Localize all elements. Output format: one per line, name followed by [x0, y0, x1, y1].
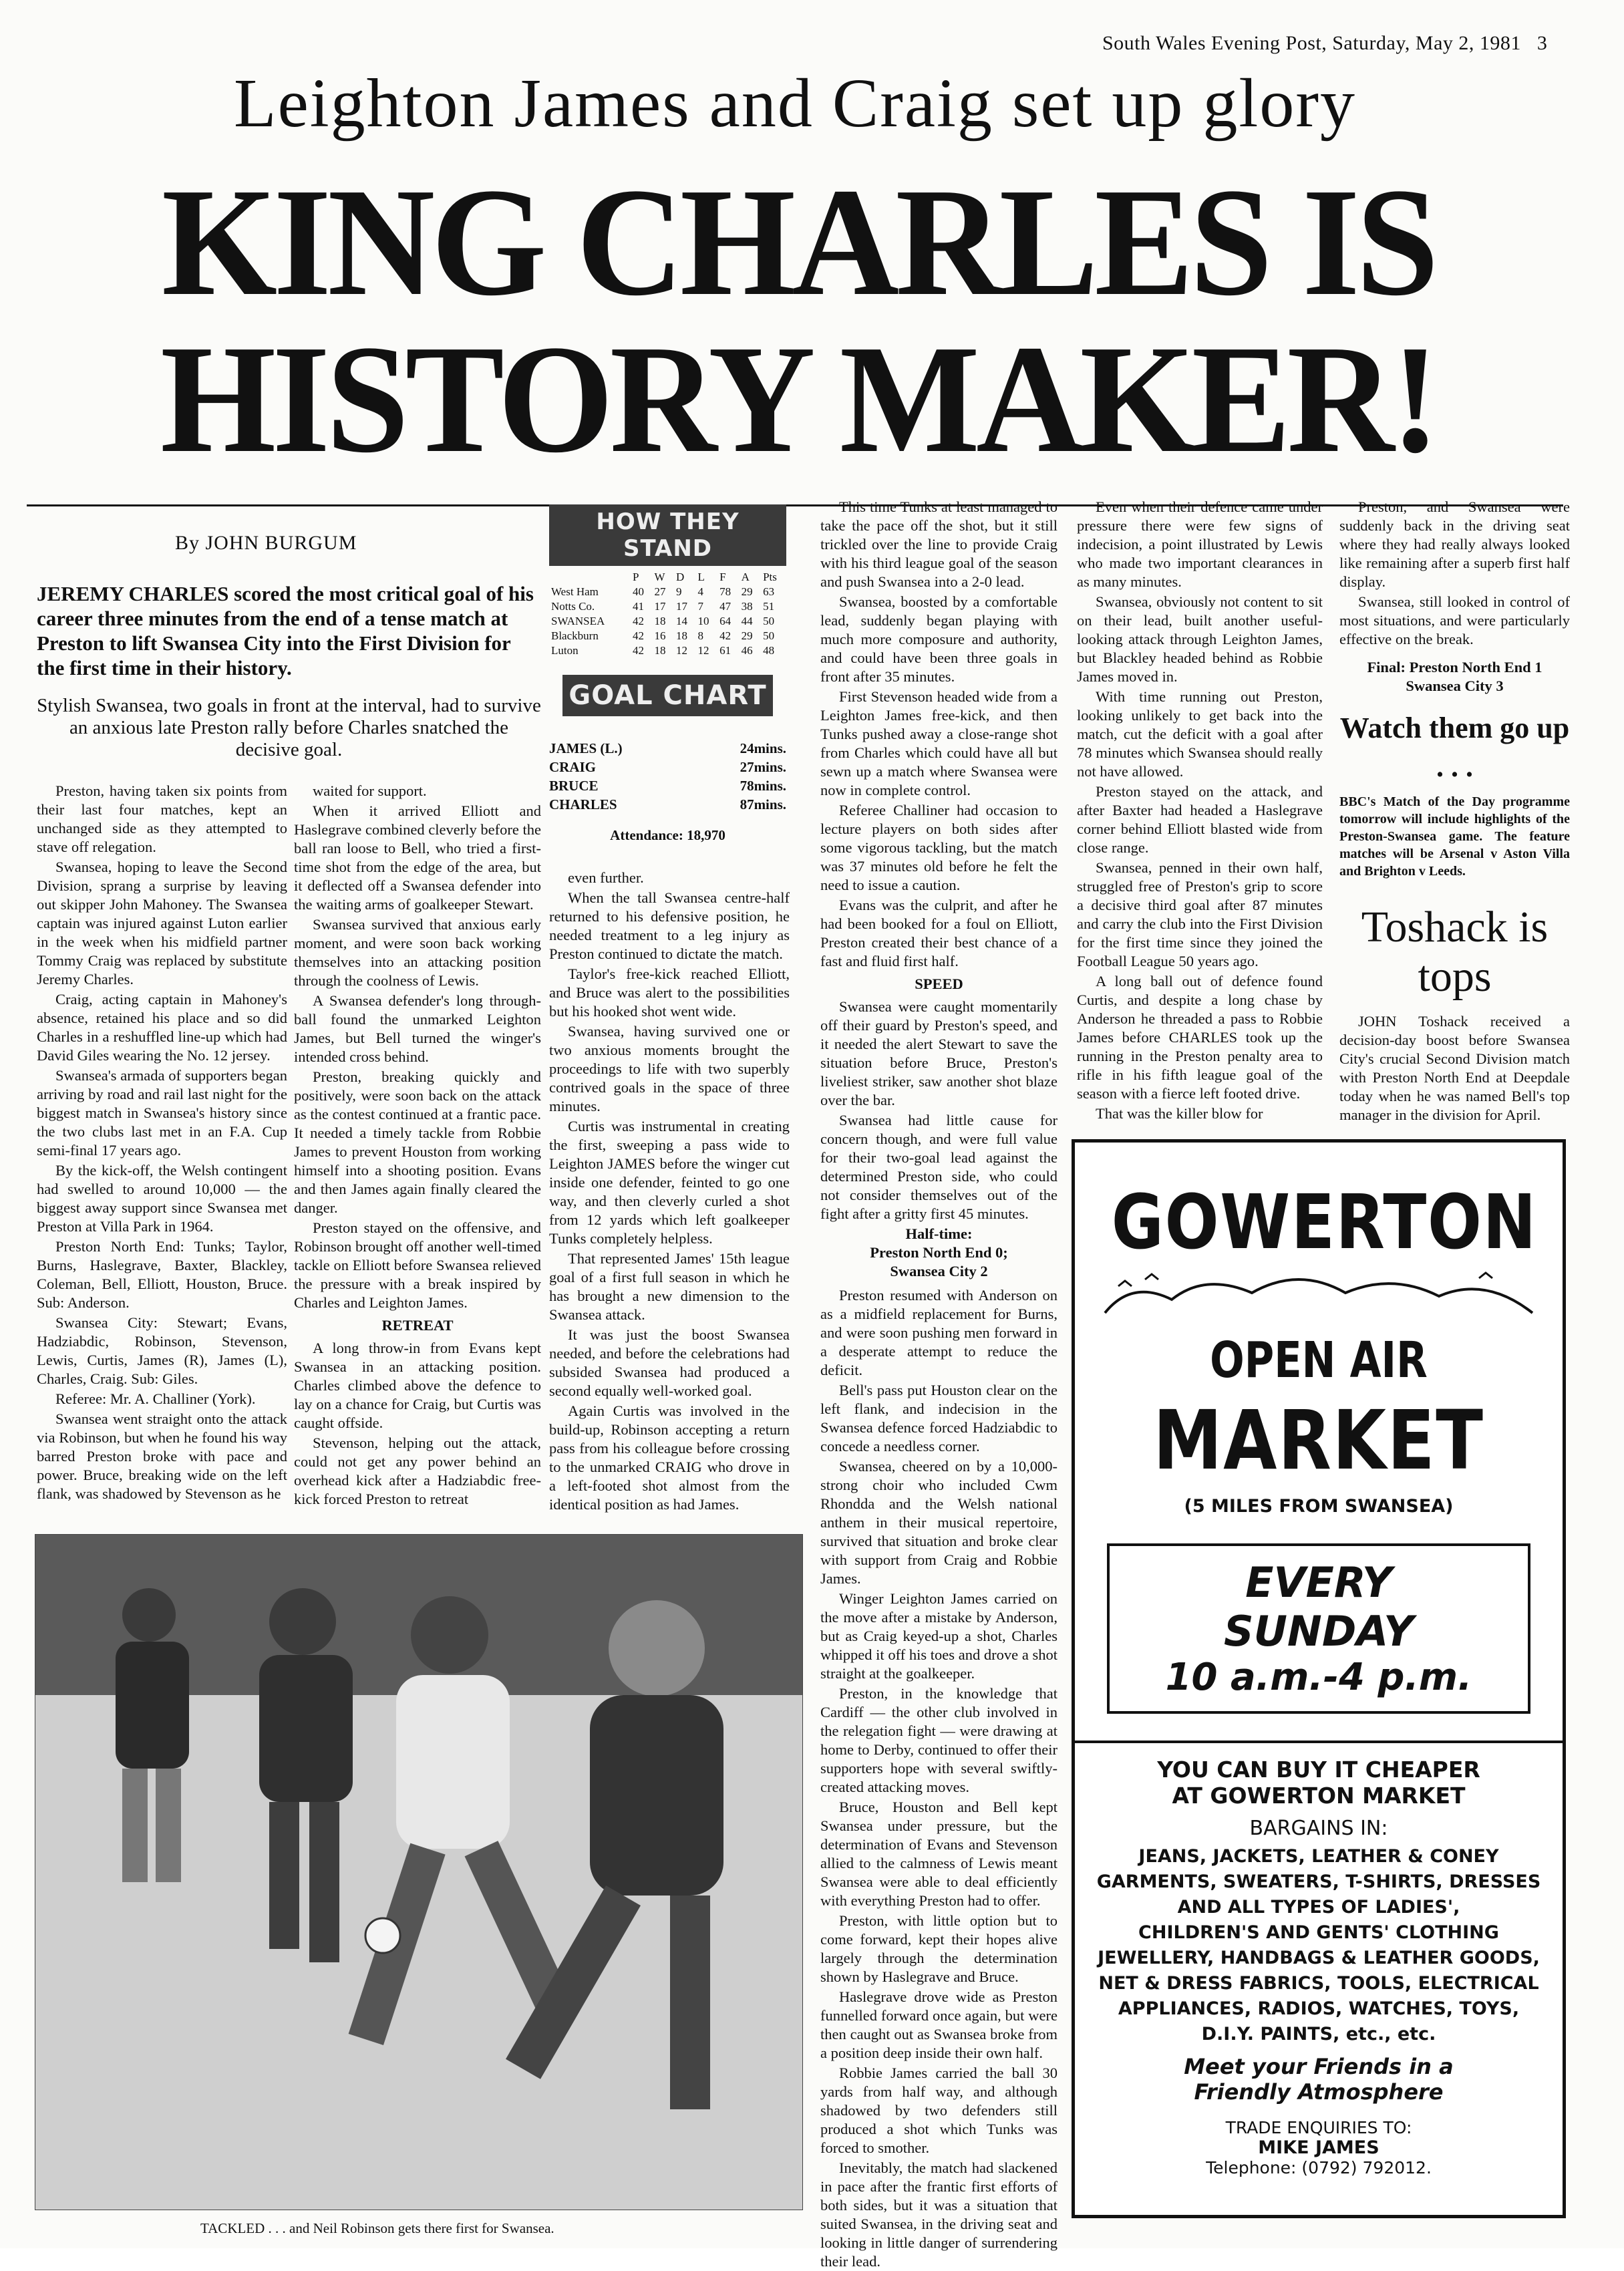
ad-bargains-section [1075, 1740, 1563, 2177]
table-header: D [676, 571, 685, 583]
halftime-score-2: Swansea City 2 [890, 1263, 988, 1279]
table-cell: 17 [676, 600, 688, 613]
goal-row [549, 776, 786, 795]
table-header: L [697, 571, 705, 583]
kicker-headline: Leighton James and Craig set up glory [234, 65, 1356, 142]
table-cell: 40 [633, 585, 644, 598]
table-cell: 64 [719, 615, 732, 627]
football [365, 1918, 400, 1953]
ad-market: MARKET [1153, 1393, 1484, 1488]
table-cell: 9 [676, 585, 682, 598]
toshack-heading: Toshack is tops [1361, 903, 1549, 1001]
table-cell: 61 [719, 644, 732, 657]
table-cell: 63 [763, 585, 775, 598]
paragraph: Swansea were caught momentarily off their guard by Preston's speed, and it needed the alert Stewart to save the situation before Bruce, Preston's liveliest striker, saw another shot blaze over the bar. [820, 998, 1058, 1108]
table-cell: Notts Co. [551, 600, 595, 613]
ad-item: AND ALL TYPES OF LADIES', [1177, 1897, 1460, 1918]
paragraph: Bruce, Houston and Bell kept Swansea under pressure, but the determination of Evans and Stevenson allied to the calmness of Lewis meant Swansea were able to deal efficiently with everything Preston had to offer. [820, 1799, 1058, 1909]
table-cell: 12 [697, 644, 709, 657]
table-row [549, 629, 786, 643]
final-score-2: Swansea City 3 [1406, 677, 1504, 694]
ad-cheaper-2: AT GOWERTON MARKET [1172, 1783, 1466, 1809]
article-column-3 [549, 869, 790, 1530]
paragraph: Inevitably, the match had slackened in pace after the frantic first efforts of both sides, but it was a situation that suited Swansea, in the driving seat and looking in little danger of surrendering their lead. [820, 2159, 1058, 2270]
table-cell: 51 [763, 600, 775, 613]
ad-every: EVERY [1245, 1558, 1392, 1607]
scorer: CHARLES [549, 796, 617, 812]
ad-friends-1: Meet your Friends in a [1184, 2054, 1454, 2079]
table-header [549, 570, 631, 585]
table-cell: West Ham [551, 585, 599, 598]
goal-chart-title: GOAL CHART [562, 675, 773, 716]
paragraph: Swansea, boosted by a comfortable lead, suddenly began playing with much more composure and authority, and could have been three goals in front after 35 minutes. [820, 593, 1058, 685]
article-column-5 [1077, 498, 1323, 1126]
table-header: F [719, 571, 726, 583]
referee: Referee: Mr. A. Challiner (York). [55, 1390, 256, 1407]
paragraph: That represented James' 15th league goal of a first full season in which he has brought a new dimension to the Swansea attack. [549, 1250, 790, 1323]
main-headline [57, 156, 1539, 485]
table-cell: 10 [697, 615, 709, 627]
table-header-row [549, 570, 786, 585]
paragraph: waited for support. [313, 782, 427, 799]
ad-item: GARMENTS, SWEATERS, T-SHIRTS, DRESSES [1096, 1871, 1541, 1892]
table-row [549, 643, 786, 658]
bird-icon [1118, 1281, 1132, 1286]
paragraph: A Swansea defender's long through-ball found the unmarked Leighton James, but Bell turned the winger's intended cross behind. [294, 992, 541, 1065]
table-cell: 29 [741, 629, 753, 642]
paragraph: Preston, having taken six points from their last four matches, kept an unchanged side as they attempted to stave off relegation. [37, 782, 287, 855]
paragraph: Swansea had little cause for concern though, and were full value for their two-goal lead against the determined Preston side, who could not consider themselves out of the fight after a gritty first 45 minutes. [820, 1112, 1058, 1222]
ad-item-list [1075, 1844, 1563, 2047]
photo-caption: TACKLED . . . and Neil Robinson gets there first for Swansea. [200, 2220, 554, 2236]
table-cell: Luton [551, 644, 579, 657]
table-cell: 4 [697, 585, 704, 598]
paragraph: Swansea, cheered on by a 10,000-strong choir who included Cwm Rhondda and the Welsh national anthem in their musical repertoire, survived that situation and broke clear with support from Craig and Robbie James. [820, 1458, 1058, 1587]
paragraph: It was just the boost Swansea needed, and before the celebrations had subsided Swansea had produced a second equally well-worked goal. [549, 1326, 790, 1399]
paragraph: Preston, breaking quickly and positively, were soon back on the attack as the contest continued at a frantic pace. It needed a timely tackle from Robbie James to prevent Houston from working himself into a shooting position. Evans and then James again finally cleared the danger. [294, 1068, 541, 1216]
goal-chart-box [549, 675, 786, 845]
paragraph: even further. [568, 869, 644, 886]
paragraph: Swansea, still looked in control of most situations, and were particularly effective on the break. [1339, 593, 1570, 647]
paragraph: Curtis was instrumental in creating the first, sweeping a pass wide to Leighton JAMES before the winger cut inside one defender, feinted to go one way, and then cleverly curled a shot from 12 yards which left goalkeeper Tunks completely helpless. [549, 1118, 790, 1247]
masthead [1102, 32, 1547, 55]
table-cell: 38 [741, 600, 753, 613]
ad-distance: (5 MILES FROM SWANSEA) [1184, 1496, 1454, 1517]
scorer: CRAIG [549, 759, 597, 775]
cloud-decoration [1078, 1266, 1559, 1326]
table-cell: Blackburn [551, 629, 599, 642]
paragraph: Swansea, obviously not content to sit on their lead, built another useful-looking attack through Leighton James, but Blackley headed behind as Robbie James moved in. [1077, 593, 1323, 685]
table-cell: 7 [697, 600, 704, 613]
attendance: Attendance: 18,970 [610, 827, 725, 843]
article-column-2 [294, 782, 541, 1530]
watch-text: BBC's Match of the Day programme tomorrow will include highlights of the Preston-Swansea game. The feature matches will be Arsenal v Aston Villa and Brighton v Leeds. [1339, 794, 1570, 879]
goal-row [549, 795, 786, 814]
paragraph: By the kick-off, the Welsh contingent had swelled to around 10,000 — the biggest away support since Swansea met Preston at Villa Park in 1964. [37, 1162, 287, 1235]
ad-bargains-label: BARGAINS IN: [1249, 1817, 1388, 1840]
ad-phone: Telephone: (0792) 792012. [1206, 2158, 1432, 2177]
ad-item: JEWELLERY, HANDBAGS & LEATHER GOODS, [1098, 1948, 1540, 1968]
goal-time: 27mins. [740, 759, 786, 775]
table-cell: 42 [633, 615, 644, 627]
team-swansea: Swansea City: Stewart; Evans, Hadziabdic, Robinson, Stevenson, Lewis, Curtis, James (R), James (L), Charles, Craig. Sub: Giles. [37, 1314, 287, 1387]
table-cell: 14 [676, 615, 688, 627]
paragraph: When it arrived Elliott and Haslegrave combined cleverly before the ball ran loose to Bell, who tried a first-time shot from the edge of the area, but it deflected off a Swansea defender into the waiting arms of goalkeeper Stewart. [294, 802, 541, 913]
paragraph: Stevenson, helping out the attack, could not get any power behind an overhead kick after a Hadziabdic free-kick forced Preston to retreat [294, 1434, 541, 1507]
ad-open-air: OPEN AIR [1210, 1332, 1428, 1389]
table-row [549, 585, 786, 599]
goal-chart-list [549, 739, 786, 845]
subheading-retreat: RETREAT [381, 1317, 454, 1334]
table-cell: 18 [654, 615, 666, 627]
headline-line-1: KING CHARLES IS [161, 156, 1436, 328]
bird-icon [1145, 1274, 1158, 1279]
paragraph: Swansea's armada of supporters began arriving by road and rail last night for the biggest match in Swansea's history since the two clubs last met in an F.A. Cup semi-final 17 years ago. [37, 1067, 287, 1159]
article-column-1 [37, 782, 287, 1530]
ad-sunday: SUNDAY [1223, 1607, 1414, 1656]
ad-item: NET & DRESS FABRICS, TOOLS, ELECTRICAL [1098, 1973, 1539, 1994]
paragraph: Robbie James carried the ball 30 yards from half way, and although shadowed by two defenders still produced a shot which Tunks was forced to smother. [820, 2065, 1058, 2156]
match-photo [35, 1534, 803, 2210]
table-cell: 46 [741, 644, 753, 657]
headline-line-2: HISTORY MAKER! [160, 313, 1437, 485]
ad-opening-box [1107, 1543, 1530, 1714]
ad-hours: 10 a.m.-4 p.m. [1165, 1656, 1472, 1699]
table-row [549, 599, 786, 614]
paragraph: When the tall Swansea centre-half returned to his defensive position, he needed treatment to a leg injury as Preston continued to dictate the match. [549, 889, 790, 962]
ad-contact: MIKE JAMES [1258, 2137, 1379, 2158]
paragraph: Winger Leighton James carried on the move after a mistake by Anderson, but as Craig keyed-up a shot, Charles whipped it off his toes and drove a shot straight at the goalkeeper. [820, 1590, 1058, 1682]
goal-time: 78mins. [740, 778, 786, 794]
page-number: 3 [1536, 32, 1548, 54]
table-cell: 42 [719, 629, 732, 642]
goal-row [549, 758, 786, 776]
standfirst: Stylish Swansea, two goals in front at the interval, had to survive an anxious late Preston rally before Charles snatched the decisive goal. [37, 695, 541, 760]
team-preston: Preston North End: Tunks; Taylor, Burns, Haslegrave, Baxter, Blackley, Coleman, Bell, Elliott, Houston, Bruce. Sub: Anderson. [37, 1238, 287, 1311]
paragraph: A long ball out of defence found Curtis, and despite a long chase by Anderson he threaded a pass to Robbie James before CHARLES took up the running in the Preston penalty area to rifle in his fifth league goal of the season with a fierce left footed drive. [1077, 973, 1323, 1102]
table-cell: 8 [697, 629, 704, 642]
table-header: A [741, 571, 750, 583]
paragraph: Swansea, hoping to leave the Second Division, sprang a surprise by leaving out skipper John Mahoney. The Swansea captain was injured against Luton earlier in the week when his midfield partner Tommy Craig was replaced by substitute Jeremy Charles. [37, 859, 287, 988]
league-table [549, 570, 786, 658]
ad-cheaper-1: YOU CAN BUY IT CHEAPER [1157, 1757, 1480, 1783]
paragraph: Bell's pass put Houston clear on the left flank, and indecision in the Swansea defence forced Hadziabdic to concede a needless corner. [820, 1382, 1058, 1455]
halftime-label: Half-time: [905, 1225, 973, 1242]
paragraph: Even when their defence came under pressure there were few signs of indecision, a point illustrated by Lewis who made two important clearances in as many minutes. [1077, 498, 1323, 590]
paragraph: Swansea, penned in their own half, struggled free of Preston's grip to score a decisive third goal after 87 minutes and carry the club into the First Division for the first time since they joined the Football League 50 years ago. [1077, 859, 1323, 969]
paragraph: First Stevenson headed wide from a Leighton James free-kick, and then Tunks pushed away a close-range shot from Charles which could have all but sewn up a match where Swansea were now in complete control. [820, 688, 1058, 798]
table-cell: 48 [763, 644, 775, 657]
intro-paragraph: JEREMY CHARLES scored the most critical goal of his career three minutes from the end of a tense match at Preston to lift Swansea City into the First Division for the first time in their history. [37, 582, 534, 679]
masthead-text: South Wales Evening Post, Saturday, May 2, 1981 [1102, 32, 1521, 54]
table-cell: 12 [676, 644, 688, 657]
final-score-1: Final: Preston North End 1 [1367, 659, 1542, 675]
ad-title: GOWERTON [1111, 1179, 1538, 1266]
paragraph: Evans was the culprit, and after he had been booked for a foul on Elliott, Preston created their best chance of a fast and fluid first half. [820, 897, 1058, 969]
ad-friends-2: Friendly Atmosphere [1194, 2079, 1444, 2105]
paragraph: Preston, with little option but to come forward, kept their hopes alive largely through the determination shown by Haslegrave and Bruce. [820, 1912, 1058, 1985]
paragraph: Haslegrave drove wide as Preston funnelled forward once again, but were then caught out as Swansea broke from a position deep inside their own half. [820, 1988, 1058, 2061]
paragraph: Swansea, having survived one or two anxious moments brought the proceedings to life with two superbly contrived goals in the space of three minutes. [549, 1023, 790, 1114]
paragraph: Preston stayed on the attack, and after Baxter had headed a Haslegrave corner behind Elliott blasted wide from close range. [1077, 783, 1323, 856]
table-cell: 41 [633, 600, 644, 613]
halftime-score-1: Preston North End 0; [870, 1244, 1008, 1261]
paragraph: This time Tunks at least managed to take the pace off the shot, but it still trickled over the line to provide Craig with his third league goal of the season and push Swansea into a 2-0 lead. [820, 498, 1058, 590]
table-cell: 78 [719, 585, 732, 598]
toshack-text: JOHN Toshack received a decision-day boost before Swansea City's crucial Second Division match with Preston North End at Deepdale today when he was named Bell's top manager in the division for April. [1339, 1013, 1570, 1123]
bird-icon [1479, 1273, 1492, 1278]
scorer: BRUCE [549, 778, 599, 794]
paragraph: Preston resumed with Anderson on as a midfield replacement for Burns, and were soon pushing men forward in a desperate attempt to reduce the deficit. [820, 1287, 1058, 1378]
paragraph: Craig, acting captain in Mahoney's absence, retained his place and so did Charles in a reshuffled line-up which had David Giles wearing the No. 12 jersey. [37, 991, 287, 1064]
watch-heading: Watch them go up . . . [1339, 712, 1570, 783]
table-cell: 44 [741, 615, 753, 627]
table-header: Pts [763, 571, 777, 583]
table-cell: 18 [676, 629, 688, 642]
table-cell: 50 [763, 629, 775, 642]
subheading-speed: SPEED [915, 975, 963, 992]
paragraph: Swansea survived that anxious early moment, and were soon back working themselves into an attacking position through the coolness of Lewis. [294, 916, 541, 989]
table-header: P [633, 571, 639, 583]
gowerton-market-ad [1072, 1139, 1566, 2218]
paragraph: Again Curtis was involved in the build-up, Robinson accepting a return pass from his colleague before crossing to the unmarked CRAIG who drove in a left-footed shot almost from the identical position as had James. [549, 1402, 790, 1513]
paragraph: Preston, in the knowledge that Cardiff — the other club involved in the relegation fight — were drawing at home to Derby, continued to offer their supporters hope with several swiftly-created attacking moves. [820, 1685, 1058, 1795]
table-cell: 18 [654, 644, 666, 657]
paragraph: Preston stayed on the offensive, and Robinson brought off another well-timed tackle on Elliott before Swansea relieved the pressure with a break inspired by Charles and Leighton James. [294, 1219, 541, 1311]
table-cell: 29 [741, 585, 753, 598]
divider [27, 504, 1563, 506]
table-cell: 50 [763, 615, 775, 627]
paragraph: Swansea went straight onto the attack via Robinson, but when he found his way barred Preston broke with pace and power. Bruce, breaking wide on the left flank, was shadowed by Stevenson as he [37, 1410, 287, 1502]
paragraph: With time running out Preston, looking unlikely to get back into the match, cut the deficit with a goal after 78 minutes which Swansea should really not have allowed. [1077, 688, 1323, 780]
photo-illustration [35, 1535, 802, 2210]
league-table-title: HOW THEY STAND [549, 504, 786, 566]
paragraph: Referee Challiner had occasion to lecture players on both sides after some vigorous tackling, but the match was 37 minutes old before he felt the need to issue a caution. [820, 802, 1058, 893]
table-header: W [654, 571, 665, 583]
ad-trade: TRADE ENQUIRIES TO: [1225, 2118, 1412, 2137]
table-cell: 47 [719, 600, 732, 613]
paragraph: That was the killer blow for [1096, 1105, 1263, 1122]
ad-item: D.I.Y. PAINTS, etc., etc. [1201, 2024, 1436, 2045]
ad-item: APPLIANCES, RADIOS, WATCHES, TOYS, [1118, 1998, 1520, 2019]
ad-item: JEANS, JACKETS, LEATHER & CONEY [1138, 1846, 1499, 1867]
table-cell: 27 [654, 585, 666, 598]
table-cell: 42 [633, 629, 644, 642]
table-cell: 17 [654, 600, 666, 613]
table-cell: 42 [633, 644, 644, 657]
league-table-box [549, 504, 786, 658]
paragraph: Preston, and Swansea were suddenly back in the driving seat where they had really always looked like remaining after a superb first half display. [1339, 498, 1570, 590]
table-cell: 16 [654, 629, 666, 642]
byline: By JOHN BURGUM [175, 532, 357, 554]
goal-row [549, 739, 786, 758]
goal-time: 87mins. [740, 796, 786, 812]
scorer: JAMES (L.) [549, 740, 623, 756]
table-row [549, 614, 786, 629]
paragraph: A long throw-in from Evans kept Swansea in an attacking position. Charles climbed above the defence to lay on a chance for Craig, but Curtis was caught offside. [294, 1340, 541, 1431]
article-column-6 [1339, 498, 1570, 1126]
article-column-4 [820, 498, 1058, 2270]
paragraph: Taylor's free-kick reached Elliott, and Bruce was alert to the possibilities but his hooked shot went wide. [549, 965, 790, 1020]
goal-time: 24mins. [740, 740, 786, 756]
ad-item: CHILDREN'S AND GENTS' CLOTHING [1138, 1922, 1499, 1943]
table-cell: SWANSEA [551, 615, 605, 627]
